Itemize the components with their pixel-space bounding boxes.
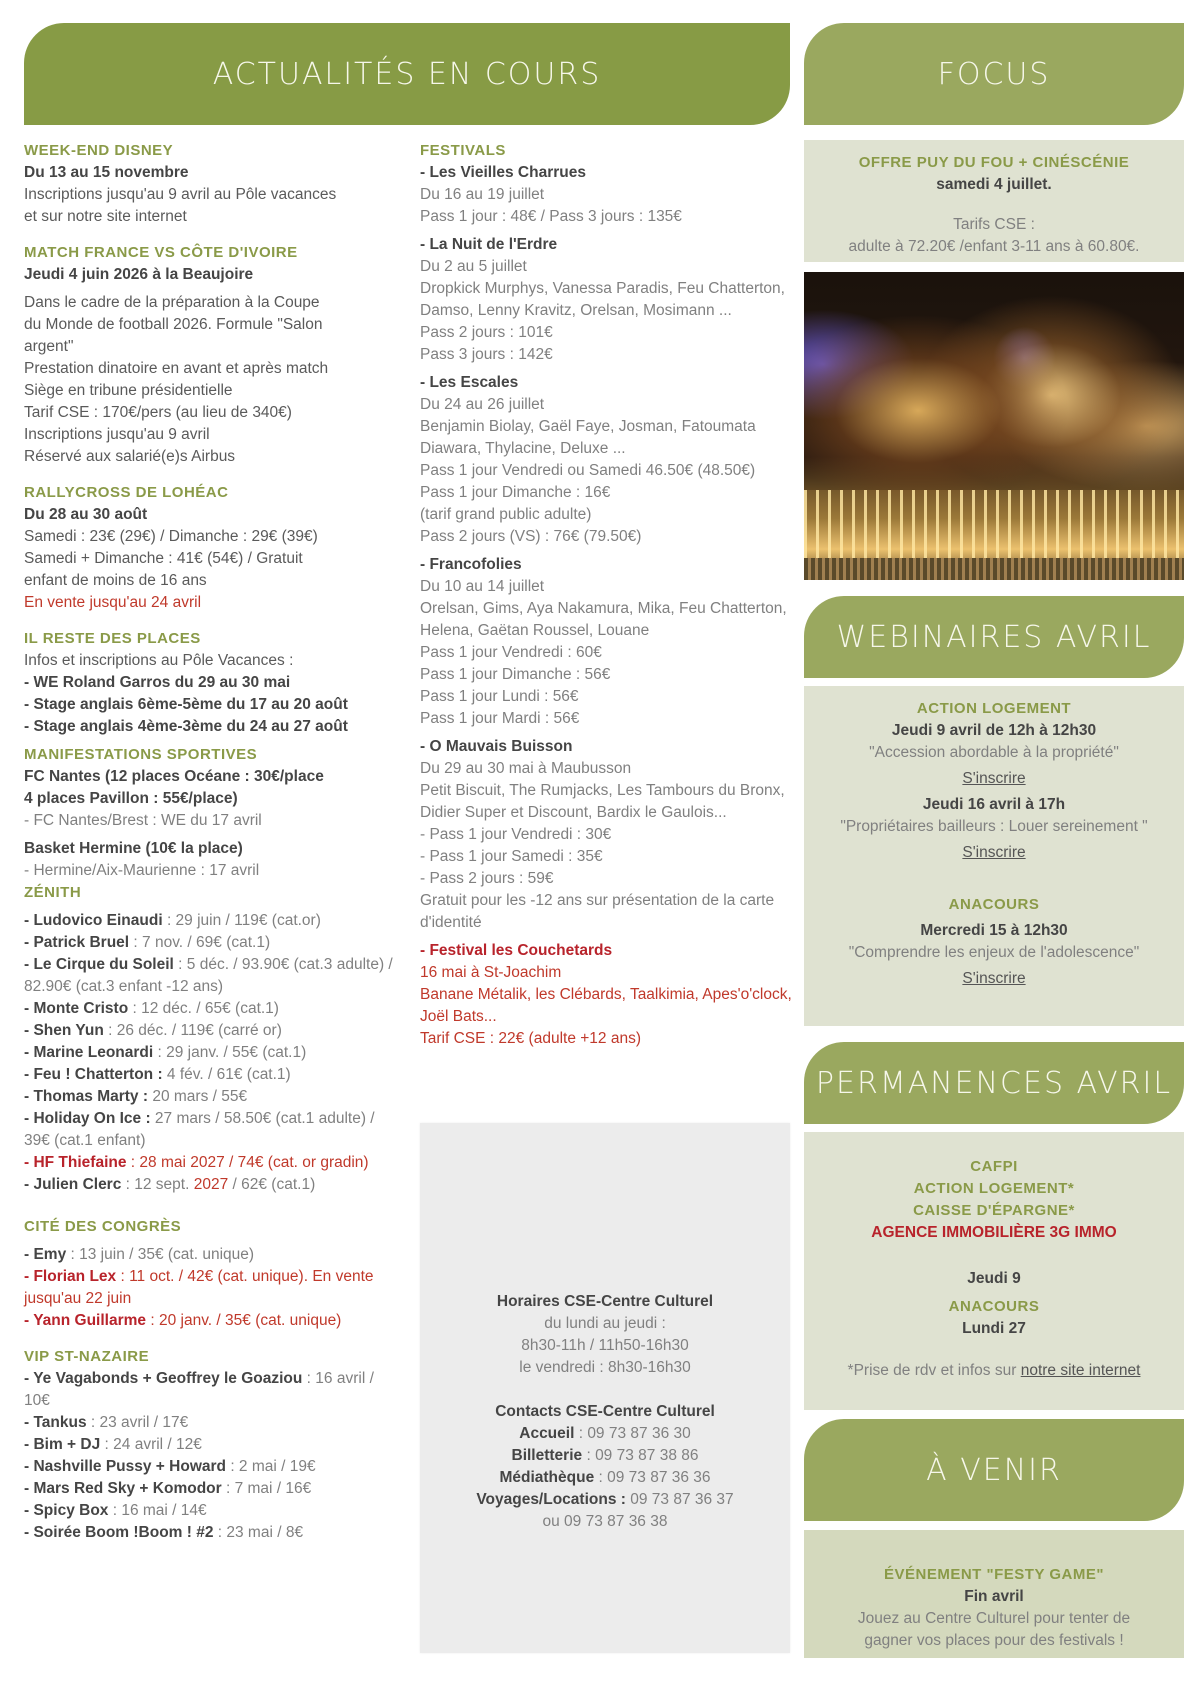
contact-billetterie: Billetterie : 09 73 87 38 86: [511, 1447, 699, 1464]
org-name-highlight: AGENCE IMMOBILIÈRE 3G IMMO: [871, 1224, 1117, 1241]
fireworks-photo: [804, 272, 1184, 580]
festival-line: Du 10 au 14 juillet: [420, 578, 545, 595]
section-title: IL RESTE DES PLACES: [24, 630, 201, 647]
festival-line: Pass 1 jour Lundi : 56€: [420, 688, 579, 705]
festival-line: - Pass 2 jours : 59€: [420, 870, 554, 887]
event-date: Jeudi 4 juin 2026 à la Beaujoire: [24, 266, 254, 283]
section-vip: [24, 1346, 404, 1544]
permanence-date: Lundi 27: [962, 1320, 1026, 1337]
list-item: - Stage anglais 4ème-3ème du 24 au 27 août: [24, 718, 348, 735]
list-item: - Holiday On Ice : 27 mars / 58.50€ (cat.1 adulte) / 39€ (cat.1 enfant): [24, 1110, 375, 1149]
section-title: MANIFESTATIONS SPORTIVES: [24, 746, 258, 763]
header-a-venir: À VENIR: [804, 1419, 1184, 1521]
list-item: - Thomas Marty : 20 mars / 55€: [24, 1088, 248, 1105]
festival-line: Benjamin Biolay, Gaël Faye, Josman, Fatoumata Diawara, Thylacine, Deluxe ...: [420, 418, 756, 457]
column-left: [24, 140, 404, 1544]
festival-line: Banane Métalik, les Clébards, Taalkimia, Apes'o'clock, Joël Bats...: [420, 986, 792, 1025]
org-name: ACTION LOGEMENT: [916, 700, 1072, 717]
header-permanences: PERMANENCES AVRIL: [804, 1042, 1184, 1124]
crowd-decor: [804, 558, 1184, 580]
fc-nantes-offer: 4 places Pavillon : 55€/place): [24, 790, 238, 807]
section-title: FESTIVALS: [420, 142, 506, 159]
section-rallycross: [24, 482, 404, 614]
webinar-date: Jeudi 9 avril de 12h à 12h30: [891, 722, 1097, 739]
event-line: argent": [24, 338, 74, 355]
list-item: - Tankus : 23 avril / 17€: [24, 1414, 189, 1431]
permanences-panel: [804, 1132, 1184, 1410]
festival-line: - Pass 1 jour Samedi : 35€: [420, 848, 603, 865]
register-link[interactable]: S'inscrire: [962, 770, 1026, 787]
webinar-title: "Comprendre les enjeux de l'adolescence": [848, 944, 1140, 961]
basket-offer: Basket Hermine (10€ la place): [24, 840, 243, 857]
header-webinaires: WEBINAIRES AVRIL: [804, 596, 1184, 678]
festival-nuit-erdre: [420, 234, 800, 366]
festival-line: Pass 1 jour Dimanche : 16€: [420, 484, 611, 501]
section-title: MATCH FRANCE VS CÔTE D'IVOIRE: [24, 244, 298, 261]
contact-box: [420, 1123, 790, 1653]
list-item: - Patrick Bruel : 7 nov. / 69€ (cat.1): [24, 934, 271, 951]
list-item: - Marine Leonardi : 29 janv. / 55€ (cat.1): [24, 1044, 307, 1061]
section-title: ZÉNITH: [24, 884, 82, 901]
hours-line: le vendredi : 8h30-16h30: [519, 1359, 691, 1376]
festival-line: Pass 1 jour Vendredi ou Samedi 46.50€ (48.50€): [420, 462, 756, 479]
fountains-decor: [804, 490, 1184, 560]
event-title: ÉVÉNEMENT "FESTY GAME": [884, 1566, 1104, 1583]
section-title: WEEK-END DISNEY: [24, 142, 174, 159]
festival-line: Petit Biscuit, The Rumjacks, Les Tambours du Bronx, Didier Super et Discount, Bardix le Gaulois...: [420, 782, 785, 821]
list-item: - Mars Red Sky + Komodor : 7 mai / 16€: [24, 1480, 312, 1497]
org-name: ANACOURS: [948, 896, 1040, 913]
list-item-highlight: - Florian Lex : 11 oct. / 42€ (cat. unique). En vente jusqu'au 22 juin: [24, 1268, 374, 1307]
fc-nantes-match: - FC Nantes/Brest : WE du 17 avril: [24, 812, 262, 829]
festival-name: - Les Escales: [420, 374, 519, 391]
contacts-title: Contacts CSE-Centre Culturel: [495, 1403, 715, 1420]
basket-match: - Hermine/Aix-Maurienne : 17 avril: [24, 862, 260, 879]
event-line: du Monde de football 2026. Formule "Salon: [24, 316, 323, 333]
festival-line: Pass 1 jour Dimanche : 56€: [420, 666, 611, 683]
festival-vieilles-charrues: [420, 162, 800, 228]
festival-line: Dropkick Murphys, Vanessa Paradis, Feu Chatterton, Damso, Lenny Kravitz, Orelsan, Mosimann ...: [420, 280, 785, 319]
section-zenith: [24, 882, 404, 1196]
hours-line: 8h30-11h / 11h50-16h30: [521, 1337, 689, 1354]
event-line: Siège en tribune présidentielle: [24, 382, 233, 399]
header-actualites: ACTUALITÉS EN COURS: [24, 23, 790, 125]
section-title: RALLYCROSS DE LOHÉAC: [24, 484, 229, 501]
section-congres: [24, 1216, 404, 1332]
event-line: Réservé aux salarié(e)s Airbus: [24, 448, 236, 465]
webinar-title: "Accession abordable à la propriété": [869, 744, 1119, 761]
hours-line: du lundi au jeudi :: [544, 1315, 666, 1332]
contact-mediatheque: Médiathèque : 09 73 87 36 36: [499, 1469, 711, 1486]
event-line: Samedi + Dimanche : 41€ (54€) / Gratuit: [24, 550, 303, 567]
event-line: Dans le cadre de la préparation à la Coupe: [24, 294, 320, 311]
festival-line: - Pass 1 jour Vendredi : 30€: [420, 826, 612, 843]
focus-tarifs: adulte à 72.20€ /enfant 3-11 ans à 60.80€.: [848, 238, 1140, 255]
list-item: - Ludovico Einaudi : 29 juin / 119€ (cat.or): [24, 912, 321, 929]
org-name: CAISSE D'ÉPARGNE*: [913, 1202, 1075, 1219]
org-name: ANACOURS: [948, 1298, 1040, 1315]
register-link[interactable]: S'inscrire: [962, 844, 1026, 861]
event-line: enfant de moins de 16 ans: [24, 572, 207, 589]
contact-alt: ou 09 73 87 36 38: [542, 1513, 668, 1530]
section-disney: [24, 140, 404, 228]
list-item: - Le Cirque du Soleil : 5 déc. / 93.90€ (cat.3 adulte) / 82.90€ (cat.3 enfant -12 ans): [24, 956, 393, 995]
festival-line: Pass 2 jours : 101€: [420, 324, 553, 341]
focus-panel: [804, 140, 1184, 262]
section-places: [24, 628, 404, 738]
event-info: Inscriptions jusqu'au 9 avril au Pôle vacances: [24, 186, 337, 203]
places-intro: Infos et inscriptions au Pôle Vacances :: [24, 652, 294, 669]
event-dates: Du 28 au 30 août: [24, 506, 148, 523]
festival-name: - La Nuit de l'Erdre: [420, 236, 558, 253]
event-line: Tarif CSE : 170€/pers (au lieu de 340€): [24, 404, 292, 421]
festival-line: Pass 2 jours (VS) : 76€ (79.50€): [420, 528, 642, 545]
event-line: Inscriptions jusqu'au 9 avril: [24, 426, 210, 443]
event-line: Prestation dinatoire en avant et après match: [24, 360, 329, 377]
list-item: - Ye Vagabonds + Geoffrey le Goaziou : 16 avril / 10€: [24, 1370, 374, 1409]
festival-francofolies: [420, 554, 800, 730]
focus-tarifs-label: Tarifs CSE :: [953, 216, 1035, 233]
contact-accueil: Accueil : 09 73 87 36 30: [519, 1425, 691, 1442]
section-sports: [24, 744, 404, 882]
hours-title: Horaires CSE-Centre Culturel: [496, 1293, 714, 1310]
header-focus: FOCUS: [804, 23, 1184, 125]
a-venir-panel: [804, 1530, 1184, 1658]
permanence-date: Jeudi 9: [967, 1270, 1021, 1287]
section-title: CITÉ DES CONGRÈS: [24, 1218, 182, 1235]
festival-o-mauvais-buisson: [420, 736, 800, 934]
festival-line: Orelsan, Gims, Aya Nakamura, Mika, Feu Chatterton, Helena, Gaëtan Roussel, Louane: [420, 600, 787, 639]
org-name: CAFPI: [970, 1158, 1018, 1175]
section-match: [24, 242, 404, 468]
list-item-highlight: - HF Thiefaine : 28 mai 2027 / 74€ (cat. or gradin): [24, 1154, 369, 1171]
festival-name: - Les Vieilles Charrues: [420, 164, 586, 181]
festival-name: - Festival les Couchetards: [420, 942, 613, 959]
festival-line: Pass 1 jour Mardi : 56€: [420, 710, 580, 727]
register-link[interactable]: S'inscrire: [962, 970, 1026, 987]
festival-line: Du 29 au 30 mai à Maubusson: [420, 760, 632, 777]
section-title: VIP ST-NAZAIRE: [24, 1348, 150, 1365]
webinar-title: "Propriétaires bailleurs : Louer sereinement ": [840, 818, 1148, 835]
festival-escales: [420, 372, 800, 548]
webinar-date: Jeudi 16 avril à 17h: [922, 796, 1066, 813]
festival-line: (tarif grand public adulte): [420, 506, 592, 523]
festival-line: Du 2 au 5 juillet: [420, 258, 527, 275]
list-item: - Soirée Boom !Boom ! #2 : 23 mai / 8€: [24, 1524, 304, 1541]
contact-voyages: Voyages/Locations : 09 73 87 36 37: [476, 1491, 734, 1508]
event-dates: Du 13 au 15 novembre: [24, 164, 189, 181]
festival-line: Du 24 au 26 juillet: [420, 396, 545, 413]
festival-line: Tarif CSE : 22€ (adulte +12 ans): [420, 1030, 641, 1047]
festival-line: Du 16 au 19 juillet: [420, 186, 545, 203]
festival-line: Pass 1 jour : 48€ / Pass 3 jours : 135€: [420, 208, 682, 225]
focus-title: OFFRE PUY DU FOU + CINÉSCÉNIE: [858, 154, 1130, 171]
list-item: - Emy : 13 juin / 35€ (cat. unique): [24, 1246, 255, 1263]
webinaires-panel: [804, 686, 1184, 1026]
festival-couchetards: [420, 940, 800, 1050]
event-desc: gagner vos places pour des festivals !: [864, 1632, 1124, 1649]
event-date: Fin avril: [964, 1588, 1024, 1605]
event-info: et sur notre site internet: [24, 208, 187, 225]
festival-name: - Francofolies: [420, 556, 522, 573]
list-item: - Nashville Pussy + Howard : 2 mai / 19€: [24, 1458, 316, 1475]
festival-line: Pass 3 jours : 142€: [420, 346, 553, 363]
list-item: - Julien Clerc : 12 sept. 2027 / 62€ (cat.1): [24, 1176, 316, 1193]
festival-name: - O Mauvais Buisson: [420, 738, 573, 755]
festival-line: 16 mai à St-Joachim: [420, 964, 562, 981]
org-name: ACTION LOGEMENT*: [913, 1180, 1075, 1197]
list-item: - Shen Yun : 26 déc. / 119€ (carré or): [24, 1022, 282, 1039]
festival-line: Gratuit pour les -12 ans sur présentation de la carte d'identité: [420, 892, 775, 931]
list-item: - Feu ! Chatterton : 4 fév. / 61€ (cat.1): [24, 1066, 291, 1083]
website-link[interactable]: notre site internet: [1020, 1362, 1141, 1379]
list-item-highlight: - Yann Guillarme : 20 janv. / 35€ (cat. unique): [24, 1312, 342, 1329]
focus-date: samedi 4 juillet.: [936, 176, 1052, 193]
event-line: Samedi : 23€ (29€) / Dimanche : 29€ (39€): [24, 528, 318, 545]
event-desc: Jouez au Centre Culturel pour tenter de: [857, 1610, 1131, 1627]
list-item: - WE Roland Garros du 29 au 30 mai: [24, 674, 291, 691]
column-festivals: [420, 140, 800, 1050]
sale-deadline: En vente jusqu'au 24 avril: [24, 594, 202, 611]
list-item: - Spicy Box : 16 mai / 14€: [24, 1502, 207, 1519]
permanence-note: *Prise de rdv et infos sur notre site internet: [847, 1362, 1141, 1379]
webinar-date: Mercredi 15 à 12h30: [920, 922, 1068, 939]
festival-line: Pass 1 jour Vendredi : 60€: [420, 644, 602, 661]
list-item: - Monte Cristo : 12 déc. / 65€ (cat.1): [24, 1000, 279, 1017]
list-item: - Stage anglais 6ème-5ème du 17 au 20 août: [24, 696, 348, 713]
list-item: - Bim + DJ : 24 avril / 12€: [24, 1436, 202, 1453]
fc-nantes-offer: FC Nantes (12 places Océane : 30€/place: [24, 768, 324, 785]
